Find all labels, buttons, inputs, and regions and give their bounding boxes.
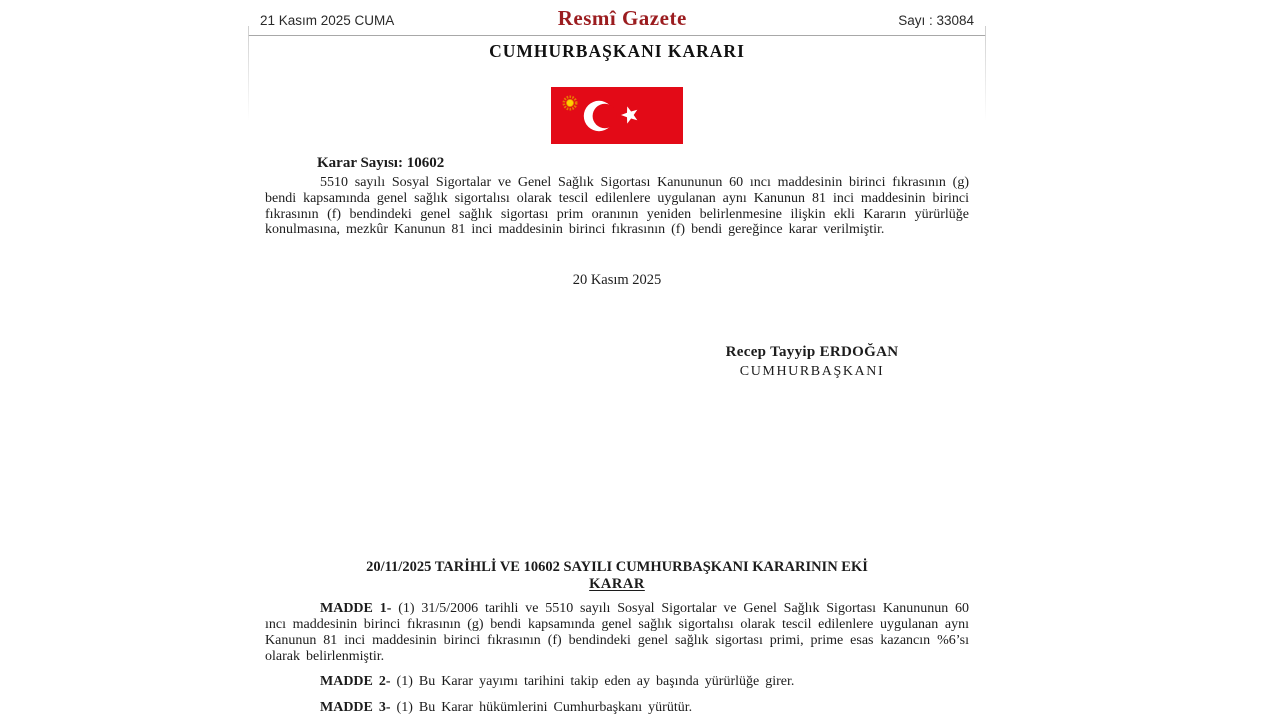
article-madde-3	[265, 700, 969, 716]
signature-block	[652, 344, 972, 380]
annex-title	[248, 559, 986, 592]
decree-heading: CUMHURBAŞKANI KARARI	[489, 41, 745, 61]
article-3-text: (1) Bu Karar hükümlerini Cumhurbaşkanı yürütür.	[396, 700, 693, 716]
signer-title: CUMHURBAŞKANI	[739, 364, 885, 380]
turkish-flag-emblem	[248, 87, 986, 144]
article-2-text: (1) Bu Karar yayımı tarihini takip eden ay başında yürürlüğe girer.	[396, 674, 795, 690]
annex-title-line2: KARAR	[589, 576, 645, 593]
masthead	[248, 0, 986, 36]
article-2-label: MADDE 2-	[320, 674, 391, 690]
article-madde-1	[265, 601, 969, 664]
decree-number: Karar Sayısı: 10602	[317, 155, 445, 171]
article-madde-2	[265, 674, 969, 690]
masthead-date: 21 Kasım 2025 CUMA	[260, 13, 395, 28]
decree-body-paragraph: 5510 sayılı Sosyal Sigortalar ve Genel Sağlık Sigortası Kanununun 60 ıncı maddesinin birinci fıkrasının (g) bendi kapsamında genel sağlık sigortalısı olarak tescil edilenlere uygulanan aynı Kanunun 81 inci maddesinin birinci fıkrasının (f) bendindeki genel sağlık sigortası prim oranının yeniden belirlenmesine ilişkin ekli Kararın yürürlüğe konulmasına, mezkûr Kanunun 81 inci maddesinin birinci fıkrasının (f) bendi gereğince karar verilmiştir.	[265, 175, 969, 238]
document-column	[248, 0, 986, 720]
annex-title-line1: 20/11/2025 TARİHLİ VE 10602 SAYILI CUMHURBAŞKANI KARARININ EKİ	[366, 559, 868, 576]
article-1-label: MADDE 1-	[320, 601, 392, 617]
gazette-title: Resmî Gazete	[557, 6, 687, 30]
article-1-text: (1) 31/5/2006 tarihli ve 5510 sayılı Sosyal Sigortalar ve Genel Sağlık Sigortası Kanununun 60 ıncı maddesinin birinci fıkrasının (g) bendi kapsamında genel sağlık sigortalısı olarak tescil edilenlere uygulanan aynı Kanunun 81 inci maddesinin birinci fıkrasının (f) bendindeki genel sağlık sigortası primi, prime esas kazancın %6’sı olarak belirlenmiştir.	[265, 601, 970, 664]
issue-number: Sayı : 33084	[898, 13, 974, 28]
page-edge-right-divider	[985, 26, 986, 121]
signer-name: Recep Tayyip ERDOĞAN	[725, 344, 899, 361]
page-edge-left-divider	[248, 26, 249, 121]
turkish-flag-icon	[551, 87, 683, 144]
article-3-label: MADDE 3-	[320, 700, 391, 716]
decree-date: 20 Kasım 2025	[572, 272, 662, 289]
